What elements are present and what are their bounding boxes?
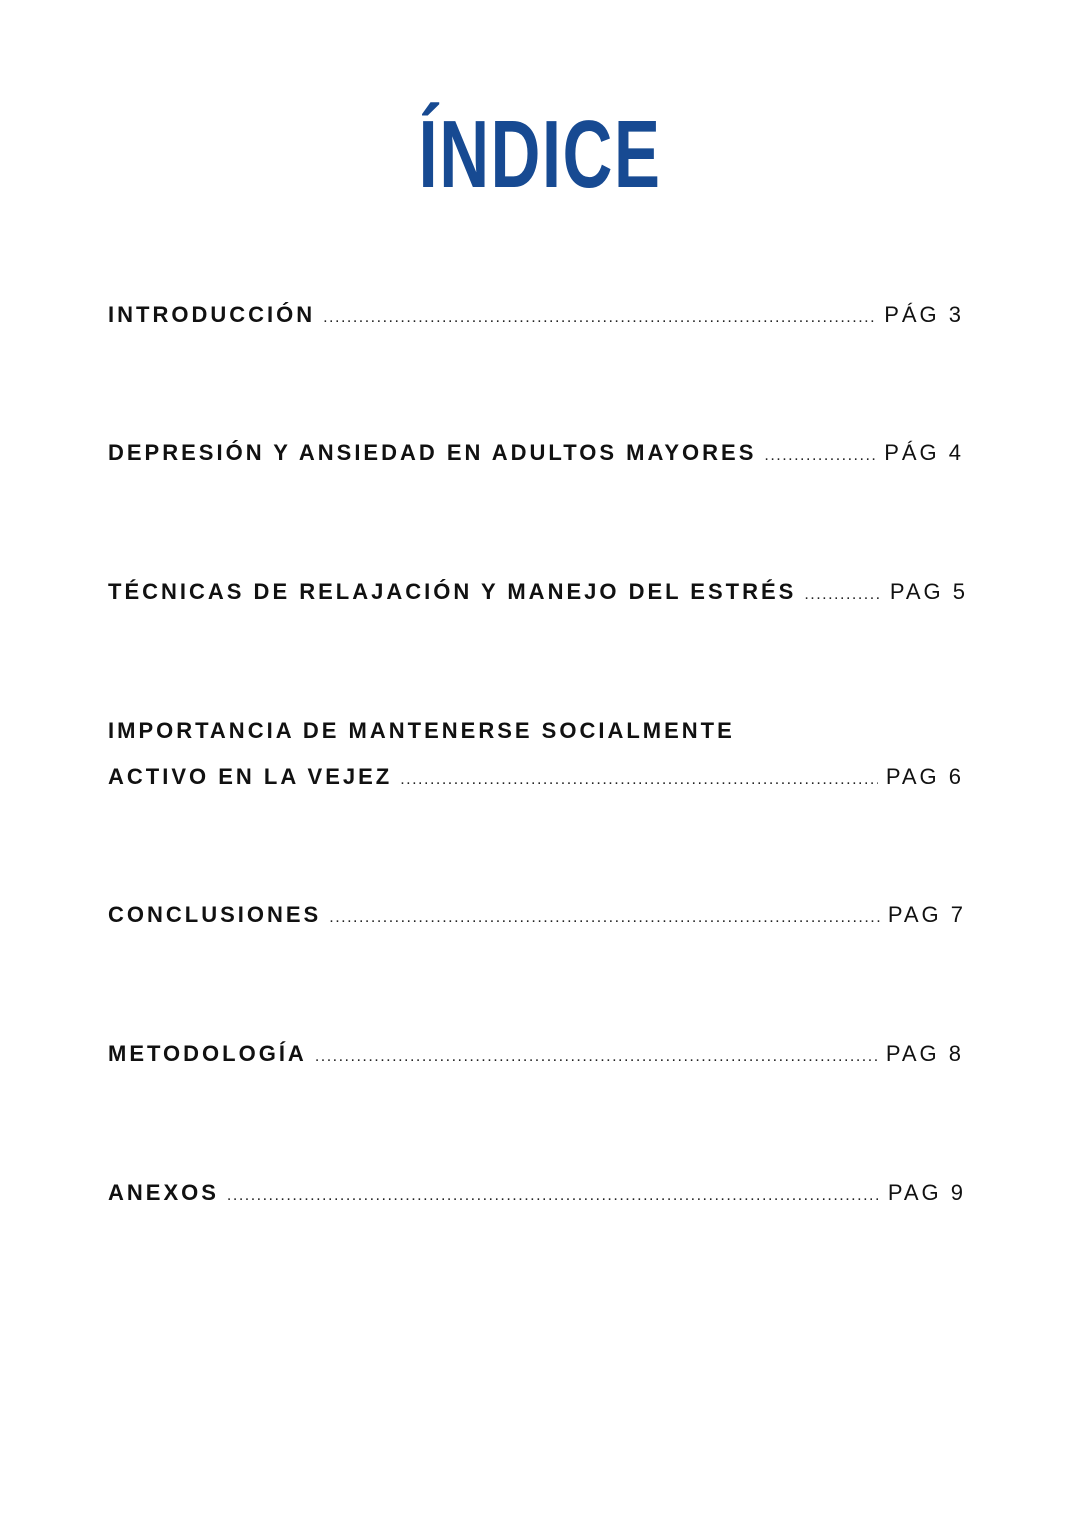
toc-entry-label: INTRODUCCIÓN bbox=[108, 302, 316, 327]
dot-leader bbox=[764, 447, 876, 465]
toc-entry-label-line1: IMPORTANCIA DE MANTENERSE SOCIALMENTE bbox=[108, 718, 735, 743]
toc-entry-label: CONCLUSIONES bbox=[108, 902, 322, 927]
toc-entry-depresion[interactable] bbox=[108, 440, 964, 470]
page-title: ÍNDICE bbox=[418, 101, 662, 208]
toc-entry-tecnicas[interactable] bbox=[108, 579, 968, 609]
dot-leader bbox=[227, 1187, 880, 1205]
toc-entry-page: PÁG 4 bbox=[884, 440, 964, 465]
toc-entry-label: DEPRESIÓN Y ANSIEDAD EN ADULTOS MAYORES bbox=[108, 440, 757, 465]
toc-entry-label: METODOLOGÍA bbox=[108, 1041, 307, 1066]
toc-entry-page: PAG 6 bbox=[885, 764, 964, 789]
toc-entry-label: ANEXOS bbox=[108, 1180, 219, 1205]
toc-entry-page: PAG 5 bbox=[889, 579, 968, 604]
dot-leader bbox=[315, 1048, 878, 1066]
dot-leader bbox=[329, 909, 880, 927]
toc-entry-page: PAG 9 bbox=[887, 1180, 966, 1205]
dot-leader bbox=[400, 771, 878, 789]
toc-entry-importancia[interactable] bbox=[108, 718, 964, 794]
dot-leader bbox=[804, 586, 881, 604]
toc-entry-page: PÁG 3 bbox=[884, 302, 964, 327]
toc-entry-introduccion[interactable] bbox=[108, 302, 964, 332]
toc-entry-label: TÉCNICAS DE RELAJACIÓN Y MANEJO DEL ESTRÉS bbox=[108, 579, 797, 604]
toc-entry-label: ACTIVO EN LA VEJEZ bbox=[108, 764, 393, 789]
toc-entry-anexos[interactable] bbox=[108, 1180, 966, 1210]
toc-entry-conclusiones[interactable] bbox=[108, 902, 966, 932]
dot-leader bbox=[323, 309, 876, 327]
toc-entry-page: PAG 7 bbox=[887, 902, 966, 927]
toc-entry-page: PAG 8 bbox=[885, 1041, 964, 1066]
toc-entry-metodologia[interactable] bbox=[108, 1041, 964, 1071]
